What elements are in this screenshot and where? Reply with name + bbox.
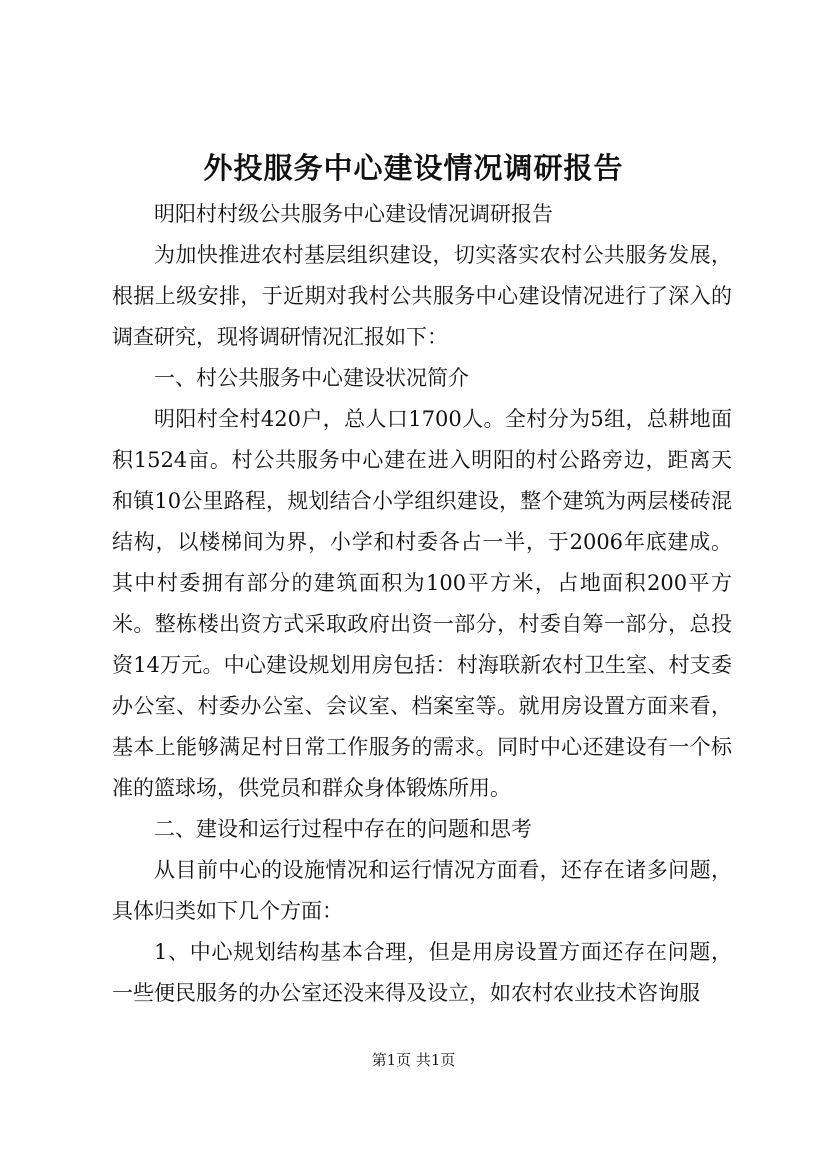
paragraph-intro: 为加快推进农村基层组织建设，切实落实农村公共服务发展，根据上级安排，于近期对我村公共服务中心建设情况进行了深入的调查研究，现将调研情况汇报如下： (112, 243, 732, 349)
document-body (112, 194, 732, 1014)
paragraph-subtitle: 明阳村村级公共服务中心建设情况调研报告 (154, 202, 553, 226)
paragraph-overview: 明阳村全村420户，总人口1700人。全村分为5组，总耕地面积1524亩。村公共服务中心建在进入明阳的村公路旁边，距离天和镇10公里路程，规划结合小学组织建设，整个建筑为两层楼砖混结构，以楼梯间为界，小学和村委各占一半，于2006年底建成。其中村委拥有部分的建筑面积为100平方米，占地面积200平方米。整栋楼出资方式采取政府出资一部分，村委自筹一部分，总投资14万元。中心建设规划用房包括：村海联新农村卫生室、村支委办公室、村委办公室、会议室、档案室等。就用房设置方面来看，基本上能够满足村日常工作服务的需求。同时中心还建设有一个标准的篮球场，供党员和群众身体锻炼所用。 (112, 407, 732, 800)
paragraph-problems-intro: 从目前中心的设施情况和运行情况方面看，还存在诸多问题，具体归类如下几个方面： (112, 858, 732, 923)
paragraph-problem-1: 1、中心规划结构基本合理，但是用房设置方面还存在问题，一些便民服务的办公室还没来得及设立，如农村农业技术咨询服 (112, 940, 732, 1005)
section-heading-1: 一、村公共服务中心建设状况简介 (154, 366, 469, 390)
section-heading-2: 二、建设和运行过程中存在的问题和思考 (154, 817, 532, 841)
page-footer: 第1页 共1页 (371, 1051, 456, 1069)
document-title: 外投服务中心建设情况调研报告 (203, 151, 624, 185)
